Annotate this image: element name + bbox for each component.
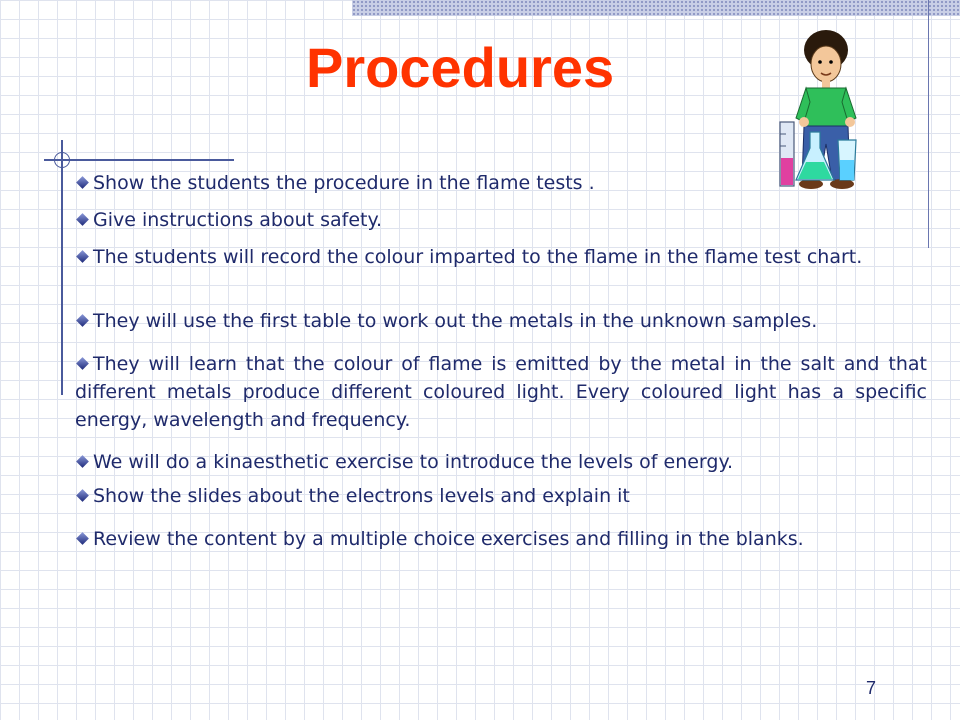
bullet-text: Show the slides about the electrons levels and explain it [93,485,630,507]
right-border-line [928,0,929,248]
diamond-bullet-icon [76,357,89,370]
bullet-item [75,206,927,234]
decor-horizontal-line [44,159,234,161]
bullet-text: Show the students the procedure in the flame tests . [93,172,595,194]
bullet-item [75,525,927,553]
bullet-item [75,307,927,335]
bullet-text: Give instructions about safety. [93,209,383,231]
header-texture-band [352,0,960,16]
page-number: 7 [866,678,877,698]
bullet-item [75,350,927,434]
diamond-bullet-icon [76,455,89,468]
diamond-bullet-icon [76,314,89,327]
slide-title: Procedures [306,36,615,99]
decor-vertical-line [61,140,63,395]
decor-circle [54,152,70,168]
diamond-bullet-icon [76,250,89,263]
bullet-text: Review the content by a multiple choice exercises and filling in the blanks. [93,528,804,550]
bullet-item [75,169,927,197]
bullet-text: They will use the first table to work out the metals in the unknown samples. [93,310,818,332]
bullet-text: We will do a kinaesthetic exercise to introduce the levels of energy. [93,451,734,473]
bullet-text: The students will record the colour imparted to the flame in the flame test chart. [93,246,863,268]
bullet-text: They will learn that the colour of flame is emitted by the metal in the salt and that different metals produce different coloured light. Every coloured light has a specific energy, wavelength and frequency. [75,353,927,431]
diamond-bullet-icon [76,532,89,545]
diamond-bullet-icon [76,213,89,226]
diamond-bullet-icon [76,489,89,502]
bullet-item [75,482,927,510]
diamond-bullet-icon [76,176,89,189]
bullet-item [75,448,927,476]
bullet-item [75,243,927,271]
